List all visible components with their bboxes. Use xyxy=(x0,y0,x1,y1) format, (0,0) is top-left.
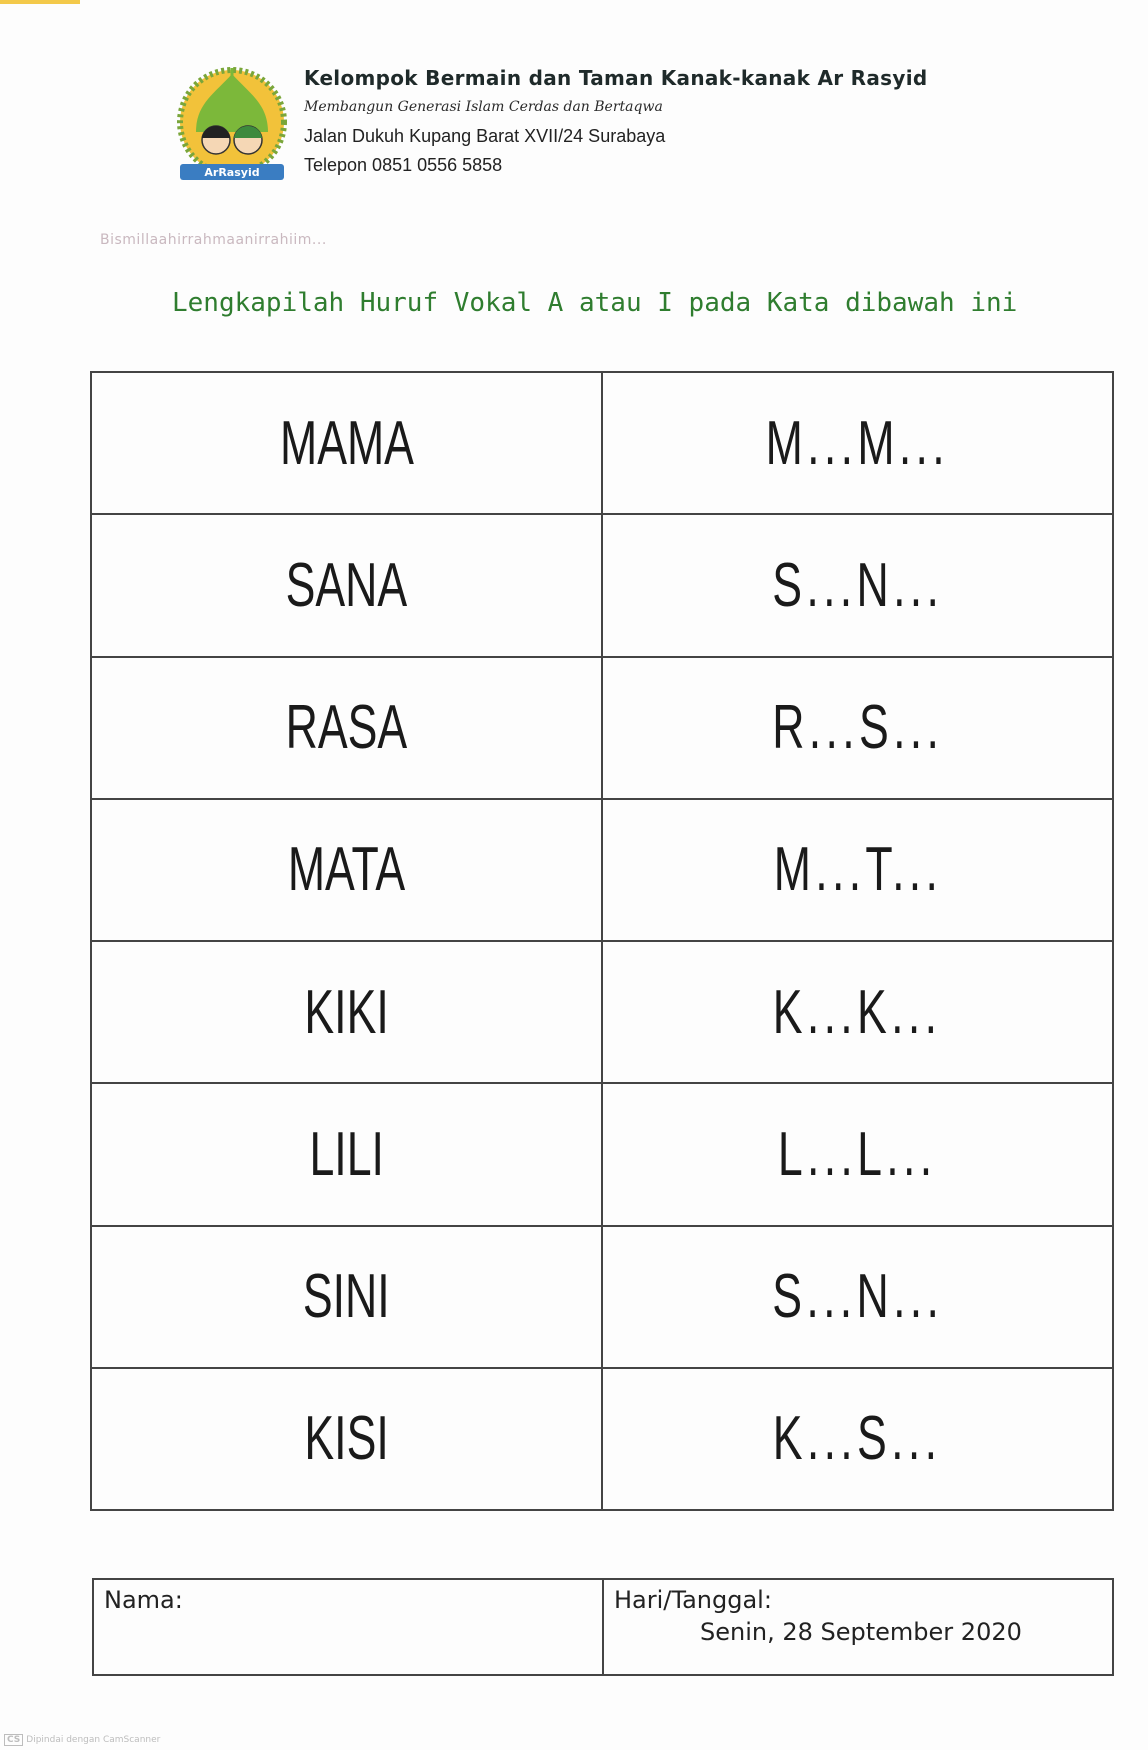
blank-pattern-cell xyxy=(602,372,1113,514)
table-row xyxy=(91,657,1113,799)
table-row xyxy=(91,514,1113,656)
school-header xyxy=(304,64,927,180)
name-cell[interactable] xyxy=(93,1579,603,1675)
page-corner-mark xyxy=(0,0,80,4)
name-label: Nama: xyxy=(104,1586,183,1614)
blank-pattern-cell xyxy=(602,1226,1113,1368)
camscanner-badge: CS xyxy=(4,1734,23,1746)
pattern-text: K...S... xyxy=(773,1404,942,1474)
word-text: SANA xyxy=(285,550,408,620)
table-row xyxy=(91,1226,1113,1368)
word-cell xyxy=(91,1368,602,1510)
scanner-credit-text: Dipindai dengan CamScanner xyxy=(26,1735,161,1745)
table-row xyxy=(91,799,1113,941)
school-phone: Telepon 0851 0556 5858 xyxy=(304,155,503,175)
blank-pattern-cell xyxy=(602,941,1113,1083)
blank-pattern-cell xyxy=(602,799,1113,941)
table-row xyxy=(91,941,1113,1083)
pattern-text: M...T... xyxy=(773,835,942,905)
word-text: SINI xyxy=(303,1262,390,1332)
student-info-table xyxy=(92,1578,1114,1676)
word-text: MATA xyxy=(287,835,406,905)
word-cell xyxy=(91,514,602,656)
pattern-text: L...L... xyxy=(778,1119,937,1189)
word-text: LILI xyxy=(309,1119,384,1189)
word-cell xyxy=(91,657,602,799)
table-row xyxy=(91,1083,1113,1225)
word-cell xyxy=(91,1226,602,1368)
pattern-text: S...N... xyxy=(771,1262,943,1332)
pattern-text: S...N... xyxy=(771,550,943,620)
scanner-watermark xyxy=(4,1734,160,1746)
blank-pattern-cell xyxy=(602,657,1113,799)
school-address: Jalan Dukuh Kupang Barat XVII/24 Surabaya xyxy=(304,126,666,146)
pattern-text: K...K... xyxy=(773,977,942,1047)
table-row xyxy=(91,372,1113,514)
word-text: RASA xyxy=(285,693,408,763)
school-name: Kelompok Bermain dan Taman Kanak-kanak Ar Rasyid xyxy=(304,66,928,90)
date-value: Senin, 28 September 2020 xyxy=(700,1618,1022,1646)
word-cell xyxy=(91,372,602,514)
blank-pattern-cell xyxy=(602,1368,1113,1510)
pattern-text: M...M... xyxy=(765,408,950,478)
word-cell xyxy=(91,799,602,941)
pattern-text: R...S... xyxy=(771,693,943,763)
school-motto: Membangun Generasi Islam Cerdas dan Bertaqwa xyxy=(304,99,663,115)
word-cell xyxy=(91,941,602,1083)
blank-pattern-cell xyxy=(602,1083,1113,1225)
date-cell xyxy=(603,1579,1113,1675)
logo-text: ArRasyid xyxy=(204,166,260,179)
school-logo xyxy=(172,60,292,188)
word-text: KISI xyxy=(304,1404,389,1474)
word-text: KIKI xyxy=(304,977,389,1047)
date-label: Hari/Tanggal: xyxy=(614,1586,772,1614)
word-completion-table xyxy=(90,371,1114,1511)
blank-pattern-cell xyxy=(602,514,1113,656)
basmalah-text: Bismillaahirrahmaanirrahiim... xyxy=(100,232,327,248)
word-cell xyxy=(91,1083,602,1225)
table-row xyxy=(91,1368,1113,1510)
word-text: MAMA xyxy=(279,408,414,478)
worksheet-instruction: Lengkapilah Huruf Vokal A atau I pada Kata dibawah ini xyxy=(172,288,1018,318)
